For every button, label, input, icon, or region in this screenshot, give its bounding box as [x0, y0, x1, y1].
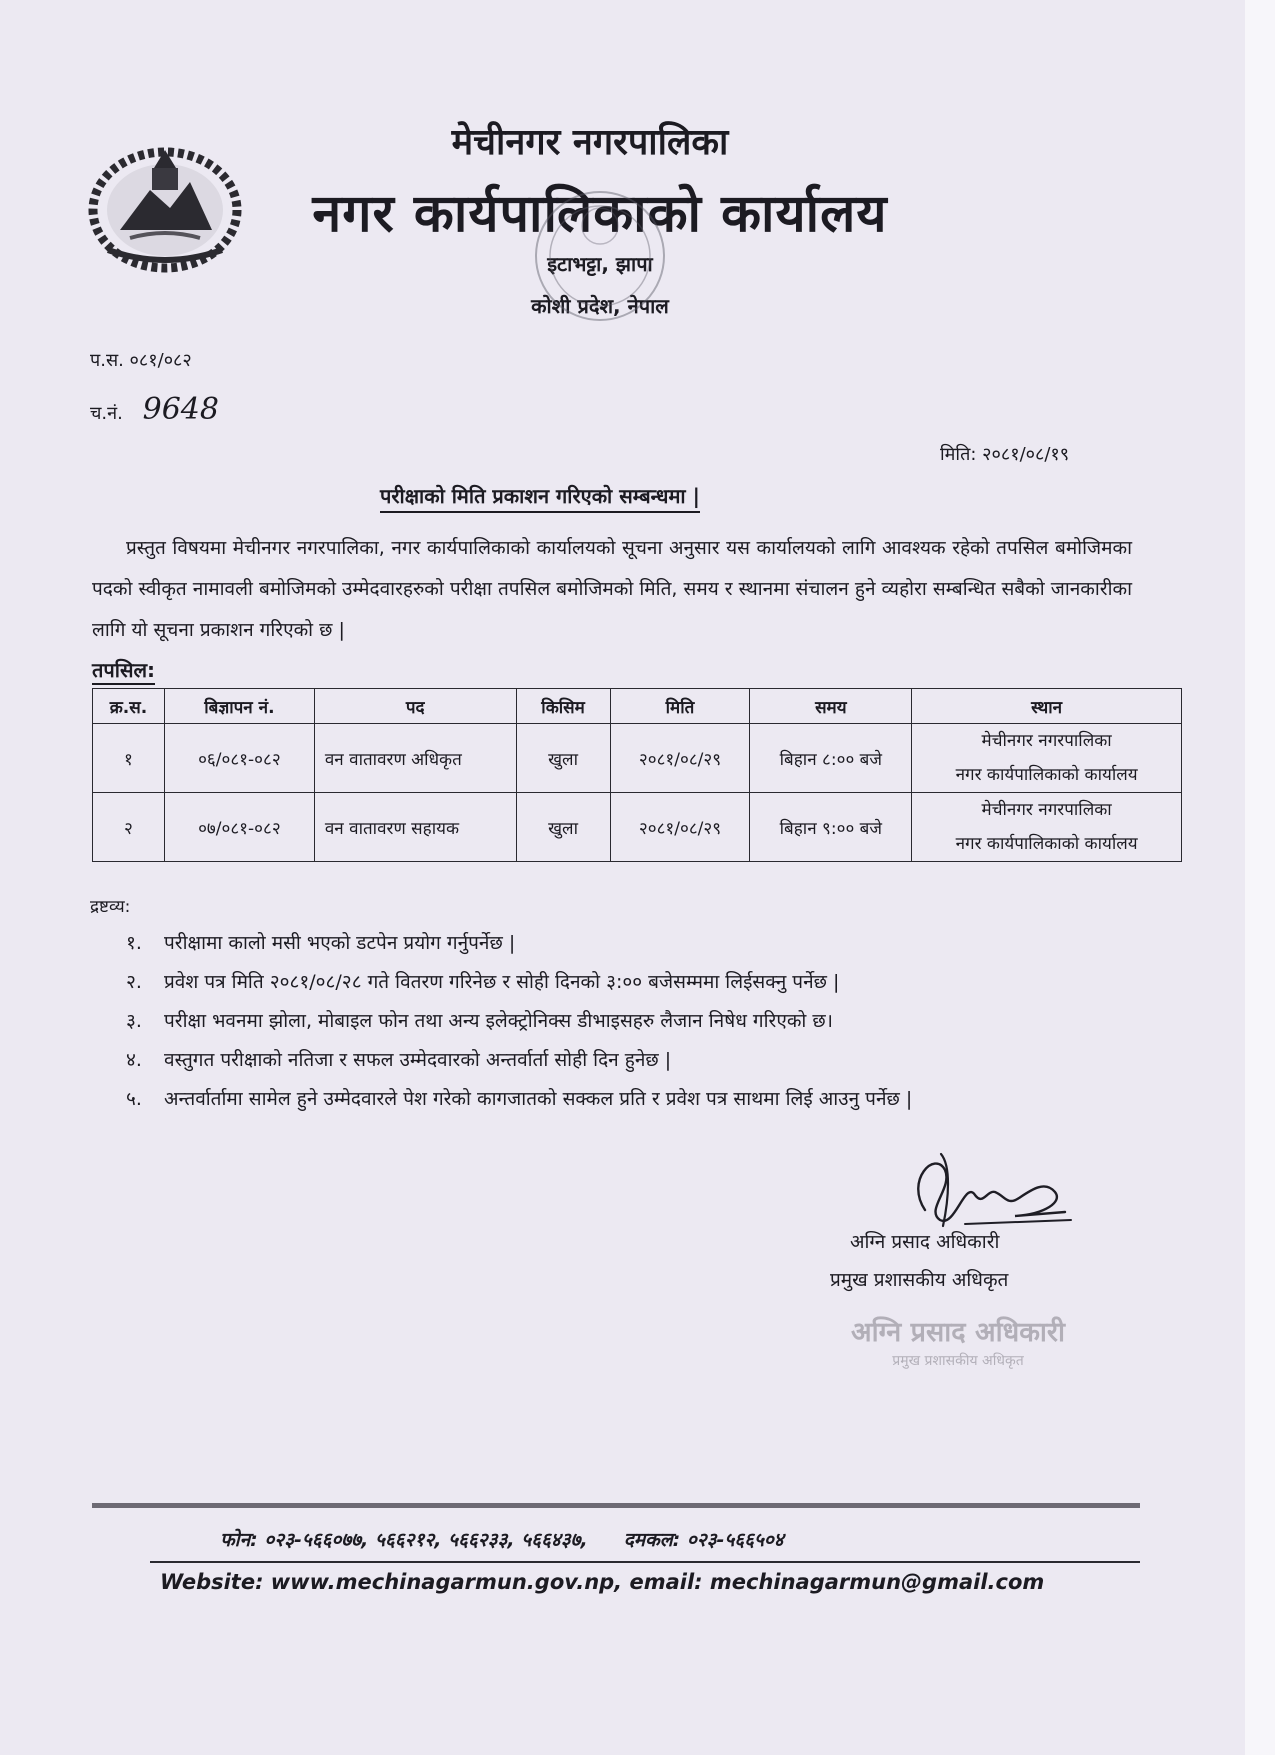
cell-ad-no: ०६/०८१-०८२	[164, 724, 314, 793]
handwritten-signature	[895, 1140, 1075, 1235]
cell-post: वन वातावरण अधिकृत	[314, 724, 516, 793]
nepal-emblem-icon	[80, 138, 250, 278]
phone-numbers: फोन: ०२३-५६६०७७, ५६६२१२, ५६६२३३, ५६६४३७,	[220, 1529, 588, 1551]
venue-line1: मेचीनगर नगरपालिका	[981, 731, 1112, 751]
note-text: प्रवेश पत्र मिति २०८१/०८/२८ गते वितरण गरिनेछ र सोही दिनको ३:०० बजेसम्ममा लिईसक्नु पर्नेछ |	[164, 971, 840, 993]
footer-phone	[220, 1526, 784, 1552]
cell-date: २०८१/०८/२९	[610, 793, 750, 862]
cell-sn: २	[93, 793, 165, 862]
office-name: नगर कार्यपालिकाको कार्यालय	[312, 184, 888, 244]
scan-edge	[1245, 0, 1275, 1755]
footer-website: Website: www.mechinagarmun.gov.np, email: mechinagarmun@gmail.com	[160, 1570, 1045, 1594]
dispatch-number	[90, 392, 219, 427]
cell-time: बिहान ९:०० बजे	[750, 793, 912, 862]
cell-ad-no: ०७/०८१-०८२	[164, 793, 314, 862]
col-header-time: समय	[750, 689, 912, 724]
list-item	[126, 1041, 912, 1080]
fiscal-year: प.स. ०८१/०८२	[90, 350, 192, 371]
table-row	[93, 793, 1182, 862]
venue-line1: मेचीनगर नगरपालिका	[981, 800, 1112, 820]
office-address-line2: कोशी प्रदेश, नेपाल	[531, 294, 669, 318]
signatory-name: अग्नि प्रसाद अधिकारी	[850, 1231, 1000, 1253]
cell-type: खुला	[516, 724, 610, 793]
cell-time: बिहान ८:०० बजे	[750, 724, 912, 793]
office-address-line1: इटाभट्टा, झापा	[547, 252, 653, 276]
note-number: ४.	[126, 1049, 142, 1071]
note-number: ५.	[126, 1088, 142, 1110]
dispatch-number-value: 9648	[142, 392, 219, 427]
name-stamp-title: प्रमुख प्रशासकीय अधिकृत	[892, 1353, 1024, 1369]
cell-sn: १	[93, 724, 165, 793]
letter-body	[92, 528, 1132, 651]
fire-number: दमकल: ०२३-५६६५०४	[623, 1529, 784, 1551]
notes-label: द्रष्टव्य:	[90, 897, 131, 917]
cell-venue	[912, 793, 1182, 862]
venue-line2: नगर कार्यपालिकाको कार्यालय	[955, 834, 1138, 854]
letter-subject: परीक्षाको मिति प्रकाशन गरिएको सम्बन्धमा |	[380, 482, 700, 513]
municipality-name: मेचीनगर नगरपालिका	[451, 122, 729, 163]
cell-post: वन वातावरण सहायक	[314, 793, 516, 862]
cell-type: खुला	[516, 793, 610, 862]
col-header-sn: क्र.स.	[93, 689, 165, 724]
cell-date: २०८१/०८/२९	[610, 724, 750, 793]
name-stamp-name: अग्नि प्रसाद अधिकारी	[851, 1317, 1065, 1348]
col-header-date: मिति	[610, 689, 750, 724]
col-header-type: किसिम	[516, 689, 610, 724]
body-paragraph: प्रस्तुत विषयमा मेचीनगर नगरपालिका, नगर कार्यपालिकाको कार्यालयको सूचना अनुसार यस कार्यालयको लागि आवश्यक रहेको तपसिल बमोजिमका पदको स्वीकृत नामावली बमोजिमको उम्मेदवारहरुको परीक्षा तपसिल बमोजिमको मिति, समय र स्थानमा संचालन हुने व्यहोरा सम्बन्धित सबैको जानकारीका लागि यो सूचना प्रकाशन गरिएको छ |	[92, 537, 1132, 641]
signatory-title: प्रमुख प्रशासकीय अधिकृत	[830, 1269, 1009, 1291]
dispatch-label: च.नं.	[90, 403, 123, 424]
table-row	[93, 724, 1182, 793]
notes-list	[126, 924, 912, 1119]
list-item	[126, 1080, 912, 1119]
note-number: ३.	[126, 1010, 142, 1032]
col-header-post: पद	[314, 689, 516, 724]
note-text: परीक्षा भवनमा झोला, मोबाइल फोन तथा अन्य इलेक्ट्रोनिक्स डीभाइसहरु लैजान निषेध गरिएको छ।	[164, 1010, 833, 1032]
list-item	[126, 1002, 912, 1041]
note-number: १.	[126, 932, 142, 954]
footer-divider-top	[92, 1503, 1140, 1508]
list-item	[126, 924, 912, 963]
col-header-ad-no: बिज्ञापन नं.	[164, 689, 314, 724]
note-text: अन्तर्वार्तामा सामेल हुने उम्मेदवारले पेश गरेको कागजातको सक्कल प्रति र प्रवेश पत्र साथमा लिई आउनु पर्नेछ |	[164, 1088, 913, 1110]
col-header-venue: स्थान	[912, 689, 1182, 724]
note-text: वस्तुगत परीक्षाको नतिजा र सफल उम्मेदवारको अन्तर्वार्ता सोही दिन हुनेछ |	[164, 1049, 672, 1071]
cell-venue	[912, 724, 1182, 793]
exam-schedule-table	[92, 688, 1182, 862]
name-stamp	[828, 1312, 1088, 1374]
table-header-row	[93, 689, 1182, 724]
letter-date: मिति: २०८१/०८/१९	[940, 444, 1070, 465]
footer-divider-bottom	[150, 1561, 1140, 1563]
office-seal-stamp	[500, 176, 700, 336]
note-text: परीक्षामा कालो मसी भएको डटपेन प्रयोग गर्नुपर्नेछ |	[164, 932, 516, 954]
note-number: २.	[126, 971, 142, 993]
schedule-label: तपसिल:	[92, 656, 155, 685]
venue-line2: नगर कार्यपालिकाको कार्यालय	[955, 765, 1138, 785]
list-item	[126, 963, 912, 1002]
